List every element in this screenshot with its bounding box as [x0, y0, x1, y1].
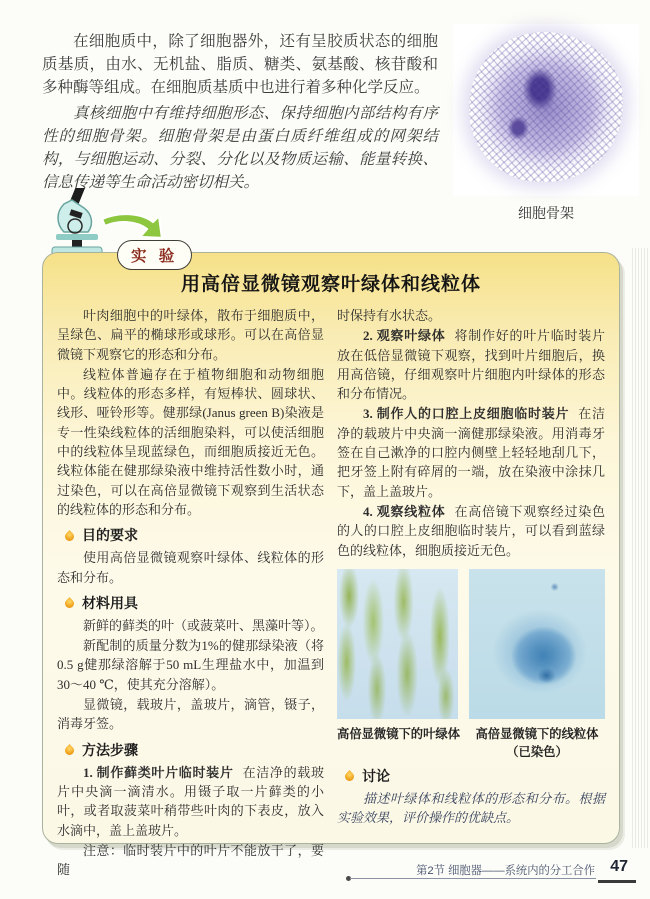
section-heading-materials: [65, 593, 324, 613]
experiment-badge: [117, 240, 192, 270]
mitochondria-micrograph: [469, 569, 605, 719]
cytoskeleton-cell-blob: [469, 32, 623, 182]
experiment-columns: [43, 302, 619, 880]
materials-item: 显微镜，载玻片，盖玻片，滴管，镊子，消毒牙签。: [57, 697, 325, 732]
materials-item: 新配制的质量分数为1%的健那绿染液（将0.5 g健那绿溶解于50 mL生理盐水中，加温到30～40 ℃，使其充分溶解）。: [57, 638, 325, 692]
procedure-step-3: [337, 404, 605, 500]
step-2-text: 将制作好的叶片临时装片放在低倍显微镜下观察，找到叶片细胞后，换用高倍镜，仔细观察叶片细胞内叶绿体的形态和分布情况。: [337, 328, 605, 402]
paragraph-cytosol: 在细胞质中，除了细胞器外，还有呈胶质状态的细胞质基质，由水、无机盐、脂质、糖类、氨基酸、核苷酸和多种酶等组成。在细胞质基质中也进行着多种化学反应。: [42, 33, 438, 96]
procedure-step-2: [337, 326, 605, 403]
chloroplast-figure: [337, 569, 460, 742]
step-3-lead: 3. 制作人的口腔上皮细胞临时装片: [363, 406, 570, 422]
mitochondria-caption-line1: 高倍显微镜下的线粒体: [475, 726, 599, 741]
mitochondria-caption: [469, 724, 605, 760]
chloroplast-caption: 高倍显微镜下的叶绿体: [337, 726, 460, 741]
mitochondria-caption-line2: （已染色）: [506, 744, 568, 759]
cytoskeleton-caption: 细胞骨架: [518, 207, 574, 222]
section-heading-discussion: [345, 766, 605, 786]
footer-rule: [350, 878, 596, 879]
mitochondria-figure: [469, 569, 605, 760]
page-edge-texture: [632, 248, 648, 848]
cytoskeleton-micrograph: [453, 24, 639, 196]
cytoskeleton-figure: [450, 24, 642, 223]
droplet-icon: [63, 744, 76, 757]
paragraph-mitochondria-intro: 线粒体普遍存在于植物细胞和动物细胞中。线粒体的形态多样，有短棒状、圆球状、线形、哑铃形等。健那绿(Janus green B)染液是专一性染线粒体的活细胞染料，可以使活细胞中的线粒体呈现蓝绿色，而细胞质接近无色。线粒体能在健那绿染液中维持活性数小时，通过染色，可以在高倍显微镜下观察到生活状态的线粒体的形态和分布。: [57, 366, 325, 517]
materials-heading-label: 材料用具: [82, 594, 138, 611]
procedure-step-1: [57, 763, 324, 840]
step-2-lead: 2. 观察叶绿体: [363, 328, 446, 344]
page-footer: [0, 858, 650, 892]
experiment-badge-label: 实 验: [131, 248, 179, 265]
experiment-title: 用高倍显微镜观察叶绿体和线粒体: [180, 274, 481, 295]
left-column: [57, 306, 324, 880]
purpose-text: 使用高倍显微镜观察叶绿体、线粒体的形态和分布。: [57, 550, 325, 585]
droplet-icon: [63, 597, 76, 610]
chloroplast-micrograph: [337, 569, 458, 719]
procedure-step-4: [337, 502, 605, 560]
page-number: 47: [610, 858, 628, 875]
paragraph-cytoskeleton-handwritten: 真核细胞中有维持细胞形态、保持细胞内部结构有序性的细胞骨架。细胞骨架是由蛋白质纤维组成的网架结构，与细胞运动、分裂、分化以及物质运输、能量转换、信息传递等生命活动密切相关。: [42, 105, 438, 191]
step-1-lead: 1. 制作藓类叶片临时装片: [83, 764, 234, 780]
droplet-icon: [63, 530, 76, 543]
procedure-note-continued: 时保持有水状态。: [337, 308, 442, 323]
right-column: [337, 306, 605, 880]
purpose-heading-label: 目的要求: [82, 527, 138, 544]
paragraph-chloroplast-intro: 叶肉细胞中的叶绿体，散布于细胞质中，呈绿色、扁平的椭球形或球形。可以在高倍显微镜下观察它的形态和分布。: [57, 308, 325, 362]
procedure-note: 注意：临时装片中的叶片不能放干了，要随: [57, 842, 325, 878]
discussion-heading-label: 讨论: [362, 767, 391, 784]
procedure-heading-label: 方法步骤: [82, 741, 138, 758]
droplet-icon: [343, 770, 356, 783]
materials-item: 新鲜的藓类的叶（或菠菜叶、黑藻叶等）。: [83, 617, 324, 633]
footer-section-title: 第2节 细胞器——系统内的分工合作: [416, 865, 595, 877]
section-heading-purpose: [65, 525, 324, 545]
step-4-text: 在高倍镜下观察经过染色的人的口腔上皮细胞临时装片，可以看到蓝绿色的线粒体，细胞质接近无色。: [337, 503, 605, 558]
intro-text-block: [42, 30, 438, 194]
micrograph-figures: [337, 569, 605, 760]
step-1-text: 在洁净的载玻片中央滴一滴清水。用镊子取一片藓类的小叶，或者取菠菜叶稍带些叶肉的下表皮，放入水滴中，盖上盖玻片。: [57, 764, 325, 838]
step-4-lead: 4. 观察线粒体: [363, 503, 446, 519]
section-heading-procedure: [65, 740, 324, 760]
page-number-rule: [598, 880, 636, 883]
step-3-text: 在洁净的载玻片中央滴一滴健那绿染液。用消毒牙签在自己漱净的口腔内侧壁上轻轻地刮几下，把牙签上附有碎屑的一端，放在染液中涂抹几下，盖上盖玻片。: [337, 406, 605, 499]
discussion-text: 描述叶绿体和线粒体的形态和分布。根据实验效果，评价操作的优缺点。: [337, 790, 605, 826]
